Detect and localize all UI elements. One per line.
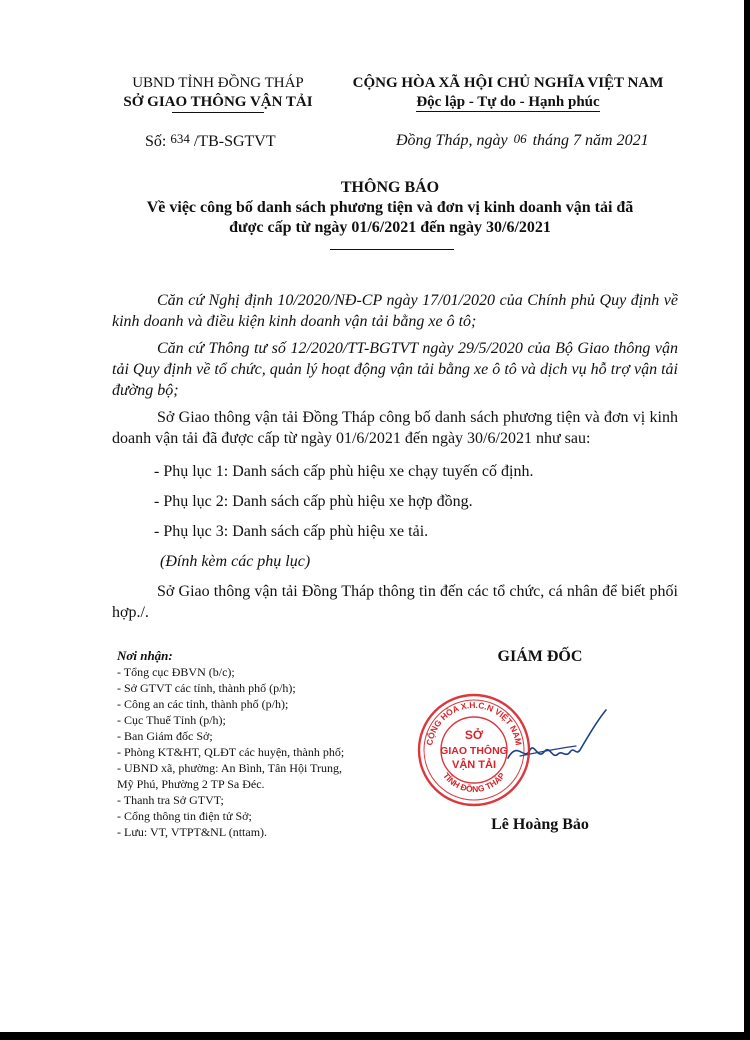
recipient-item: - Phòng KT&HT, QLĐT các huyện, thành phố; (117, 745, 345, 759)
document-body (112, 290, 678, 629)
stamp-bottom-text (441, 770, 507, 794)
page-right-border (744, 0, 750, 1040)
stamp-center-line-2: GIAO THÔNG (440, 745, 508, 757)
signer-title: GIÁM ĐỐC (497, 648, 583, 665)
document-title (60, 178, 720, 238)
closing-paragraph: Sở Giao thông vận tải Đồng Tháp thông tin đến các tổ chức, cá nhân để biết phối hợp./. (112, 583, 678, 621)
recipient-item: - Cổng thông tin điện tử Sở; (117, 809, 252, 823)
national-header (322, 74, 694, 112)
signer-name: Lê Hoàng Bảo (491, 816, 589, 833)
document-number (145, 131, 276, 151)
agency-name: SỞ GIAO THÔNG VẬN TẢI (123, 94, 313, 110)
nation-name: CỘNG HÒA XÃ HỘI CHỦ NGHĨA VIỆT NAM (352, 75, 664, 91)
recipient-item: - Tổng cục ĐBVN (b/c); (117, 665, 235, 679)
announcement-paragraph: Sở Giao thông vận tải Đồng Tháp công bố danh sách phương tiện và đơn vị kinh doanh vận tải đã được cấp từ ngày 01/6/2021 đến ngày 30/6/2021 như sau: (112, 409, 678, 447)
date-rest: tháng 7 năm 2021 (532, 132, 649, 149)
recipient-item: - Thanh tra Sở GTVT; (117, 793, 224, 807)
national-motto: Độc lập - Tự do - Hạnh phúc (416, 94, 600, 110)
stamp-bottom-textpath: TỈNH ĐỒNG THÁP (441, 770, 507, 795)
title-divider (330, 249, 454, 250)
legal-basis-1: Căn cứ Nghị định 10/2020/NĐ-CP ngày 17/01/2020 của Chính phủ Quy định về kinh doanh và điều kiện kinh doanh vận tải bằng xe ô tô; (112, 292, 678, 330)
doc-number-prefix: Số: (145, 133, 167, 150)
date-place: Đồng Tháp, ngày (396, 132, 508, 149)
subject-line-1: Về việc công bố danh sách phương tiện và đơn vị kinh doanh vận tải đã (146, 199, 634, 216)
recipient-item: - Sở GTVT các tỉnh, thành phố (p/h); (117, 681, 296, 695)
appendix-item-2: - Phụ lục 2: Danh sách cấp phù hiệu xe hợp đồng. (154, 493, 473, 510)
stamp-center-line-1: SỞ (464, 728, 484, 742)
appendix-item-3: - Phụ lục 3: Danh sách cấp phù hiệu xe tải. (154, 523, 429, 540)
agency-underline (172, 112, 264, 113)
attachment-note: (Đính kèm các phụ lục) (160, 553, 311, 570)
page-bottom-border (0, 1032, 750, 1040)
stamp-center-line-3: VẬN TẢI (452, 759, 496, 771)
recipients-block (117, 648, 447, 840)
doc-number-suffix: /TB-SGTVT (193, 133, 276, 150)
document-date (396, 131, 649, 150)
recipient-item: - Lưu: VT, VTPT&NL (nttam). (117, 825, 268, 839)
agency-parent: UBND TỈNH ĐỒNG THÁP (132, 75, 304, 91)
legal-basis-2: Căn cứ Thông tư số 12/2020/TT-BGTVT ngày 29/5/2020 của Bộ Giao thông vận tải Quy định về tổ chức, quản lý hoạt động vận tải bằng xe ô tô và dịch vụ hỗ trợ vận tải đường bộ; (112, 340, 678, 399)
recipients-label: Nơi nhận: (117, 648, 173, 663)
subject-line-2: được cấp từ ngày 01/6/2021 đến ngày 30/6/2021 (229, 219, 551, 236)
doc-number-value: 634 (170, 131, 190, 146)
recipient-item: Mỹ Phú, Phường 2 TP Sa Đéc. (117, 777, 265, 791)
date-day: 06 (513, 131, 527, 146)
document-type: THÔNG BÁO (340, 179, 440, 196)
recipient-item: - Công an các tỉnh, thành phố (p/h); (117, 697, 289, 711)
recipient-item: - UBND xã, phường: An Bình, Tân Hội Trung, (117, 761, 342, 775)
recipient-item: - Ban Giám đốc Sở; (117, 729, 213, 743)
official-stamp (414, 690, 534, 810)
issuing-agency (112, 74, 324, 113)
appendix-item-1: - Phụ lục 1: Danh sách cấp phù hiệu xe chạy tuyến cố định. (154, 463, 534, 480)
recipient-item: - Cục Thuế Tỉnh (p/h); (117, 713, 226, 727)
stamp-ring-textpath: CỘNG HÒA X.H.C.N VIỆT NAM (424, 699, 524, 747)
